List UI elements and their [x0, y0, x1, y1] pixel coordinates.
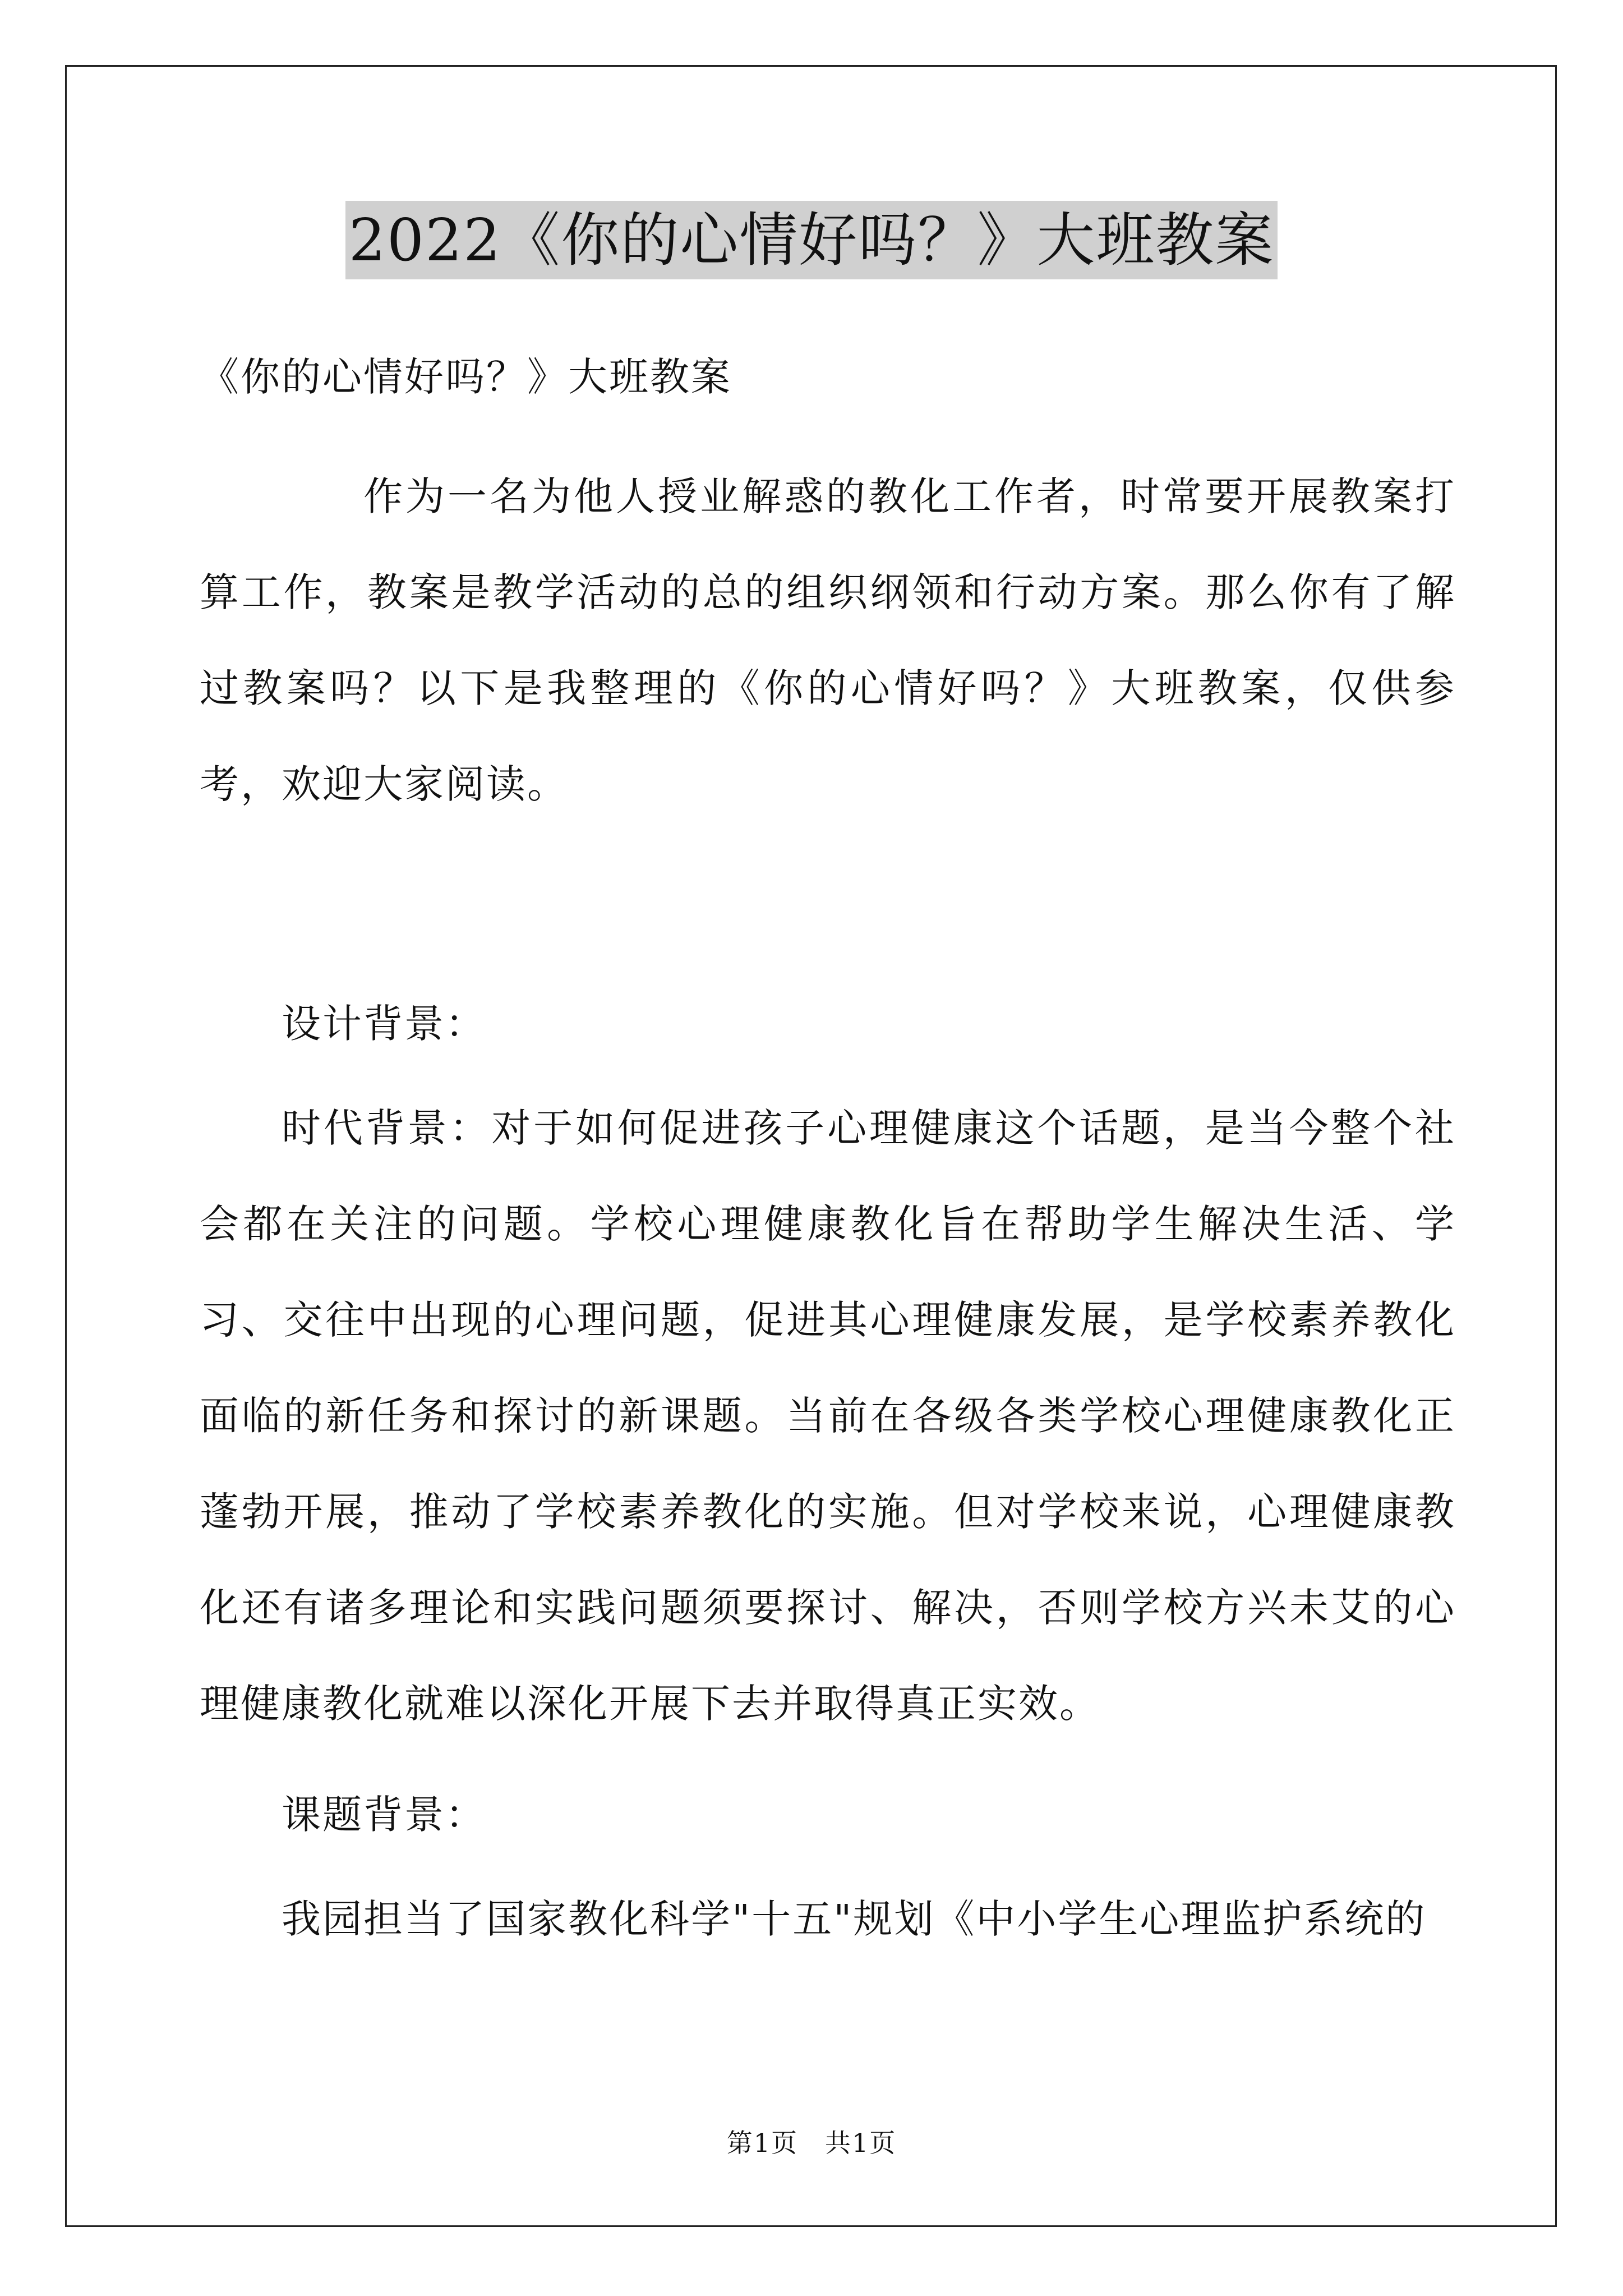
- document-title: 2022《你的心情好吗？》大班教案: [345, 201, 1278, 279]
- topic-background-paragraph: 我园担当了国家教化科学"十五"规划《中小学生心理监护系统的: [282, 1896, 1427, 1942]
- intro-paragraph: 作为一名为他人授业解惑的教化工作者，时常要开展教案打算工作，教案是教学活动的总的组织纲领和行动方案。那么你有了解过教案吗？以下是我整理的《你的心情好吗？》大班教案，仅供参考，欢迎大家阅读。: [200, 473, 1456, 807]
- title-container: [0, 201, 1623, 279]
- page-footer: 第1页 共1页: [726, 2128, 897, 2158]
- section-heading-topic: 课题背景：: [282, 1792, 486, 1838]
- time-background-paragraph: 时代背景：对于如何促进孩子心理健康这个话题，是当今整个社会都在关注的问题。学校心理健康教化旨在帮助学生解决生活、学习、交往中出现的心理问题，促进其心理健康发展，是学校素养教化面临的新任务和探讨的新课题。当前在各级各类学校心理健康教化正蓬勃开展，推动了学校素养教化的实施。但对学校来说，心理健康教化还有诸多理论和实践问题须要探讨、解决，否则学校方兴未艾的心理健康教化就难以深化开展下去并取得真正实效。: [200, 1105, 1456, 1727]
- section-heading-design: 设计背景：: [282, 1001, 486, 1047]
- document-subtitle: 《你的心情好吗？》大班教案: [200, 354, 732, 400]
